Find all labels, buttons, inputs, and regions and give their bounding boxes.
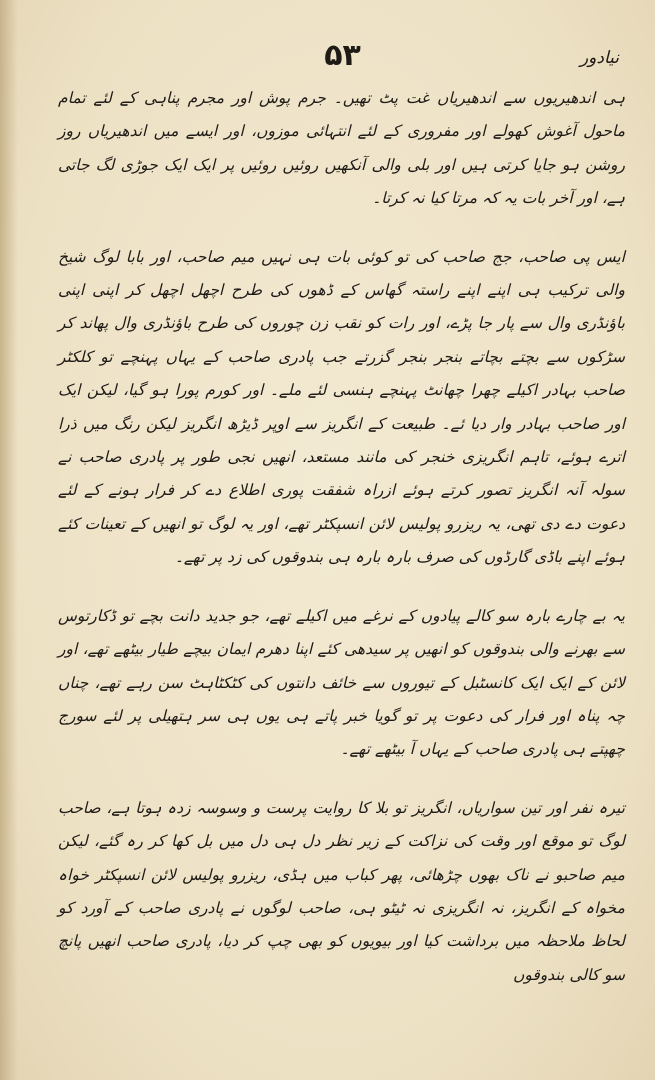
page-spine-shadow	[0, 0, 18, 1080]
paragraph-3: یہ بے چارے بارہ سو کالے پیادوں کے نرغے میں اکیلے تھے، جو جدید دانت بچے تو ڈکارتوس سے بھرنے والی بندوقوں کو انھیں پر سیدھی کئے اپنا دھرم ایمان بیچے طیار بیٹھے تھے، اور لائن کے ایک ایک کانسٹبل کے تیوروں سے خائف دانتوں کی کٹکٹاہٹ سن رہے تھے، چناں چہ پناہ اور فرار کی دعوت پر تو گویا خبر پاتے ہی یوں ہی سر ہتھیلی پر لئے سورج چھپتے ہی پادری صاحب کے یہاں آ بیٹھے تھے۔	[58, 606, 625, 759]
page-number: ۵۳	[324, 38, 361, 73]
body-text	[58, 82, 625, 992]
paragraph-4: تیرہ نفر اور تین سواریاں، انگریز تو بلا کا روایت پرست و وسوسہ زدہ ہوتا ہے، صاحب لوگ تو موقع اور وقت کی نزاکت کے زیر نظر دل ہی دل میں بل کھا کر رہ گئے، لیکن میم صاحبو نے ناک بھوں چڑھائی، پھر کباب میں ہڈی، ریزرو پولیس لائن انسپکٹر خواہ مخواہ کے انگریز، نہ انگریزی نہ ٹیٹو ہی، صاحب لوگوں نے پادری صاحب کے آورد کو لحاظ ملاحظہ میں برداشت کیا اور بیویوں کو بھی چپ کر دیا، پادری صاحب انھیں پانچ سو کالی بندوقوں	[58, 798, 625, 984]
paragraph-1: ہی اندھیریوں سے اندھیریاں غت پٹ تھیں۔ جرم پوش اور مجرم پناہی کے لئے تمام ماحول آغوش کھولے اور مفروری کے لئے انتہائی موزوں، اور ایسے میں اندھیریاں روز روشن ہو جایا کرتی ہیں اور بلی والی آنکھیں روئیں روئیں پر ایک ایک جوڑی لگ جاتی ہے، اور آخر بات یہ کہ مرتا کیا نہ کرتا۔	[58, 89, 625, 208]
running-head: نیادور	[579, 48, 619, 68]
paragraph-2: ایس پی صاحب، جج صاحب کی تو کوئی بات ہی نہیں میم صاحب، اور بابا لوگ شیخ والی ترکیب ہی اپنے اپنے راستہ گھاس کے ڈھوں کی طرح اچھل اچھل کر اپنی اپنی باؤنڈری وال سے پار جا پڑے، اور رات کو نقب زن چوروں کی طرح باؤنڈری وال پھاند کر سڑکوں سے بچتے بچاتے بنجر بنجر گزرتے جب پادری صاحب کے یہاں پہنچے تو کلکٹر صاحب بہادر اکیلے چھرا چھانٹ پہنچے ہنسی لئے ملے۔ اور کورم پورا ہو گیا، لیکن ایک اور صاحب بہادر وار دیا ئے۔ طبیعت کے انگریز سے اوپر ڈیڑھ انگریز لیکن رنگ میں ذرا اترے ہوئے، تاہم انگریزی خنجر کی مانند مستعد، انھیں نجی طور پر پادری صاحب نے سولہ آنہ انگریز تصور کرتے ہوئے ازراہ شفقت پوری اطلاع دے کر فرار ہونے کے لئے دعوت دے دی تھی، یہ ریزرو پولیس لائن انسپکٹر تھے، اور یہ لوگ تو انھیں کے تعینات کئے ہوئے اپنے باڈی گارڈوں کی صرف بارہ بارہ ہی بندوقوں کی زد پر تھے۔	[58, 247, 625, 567]
